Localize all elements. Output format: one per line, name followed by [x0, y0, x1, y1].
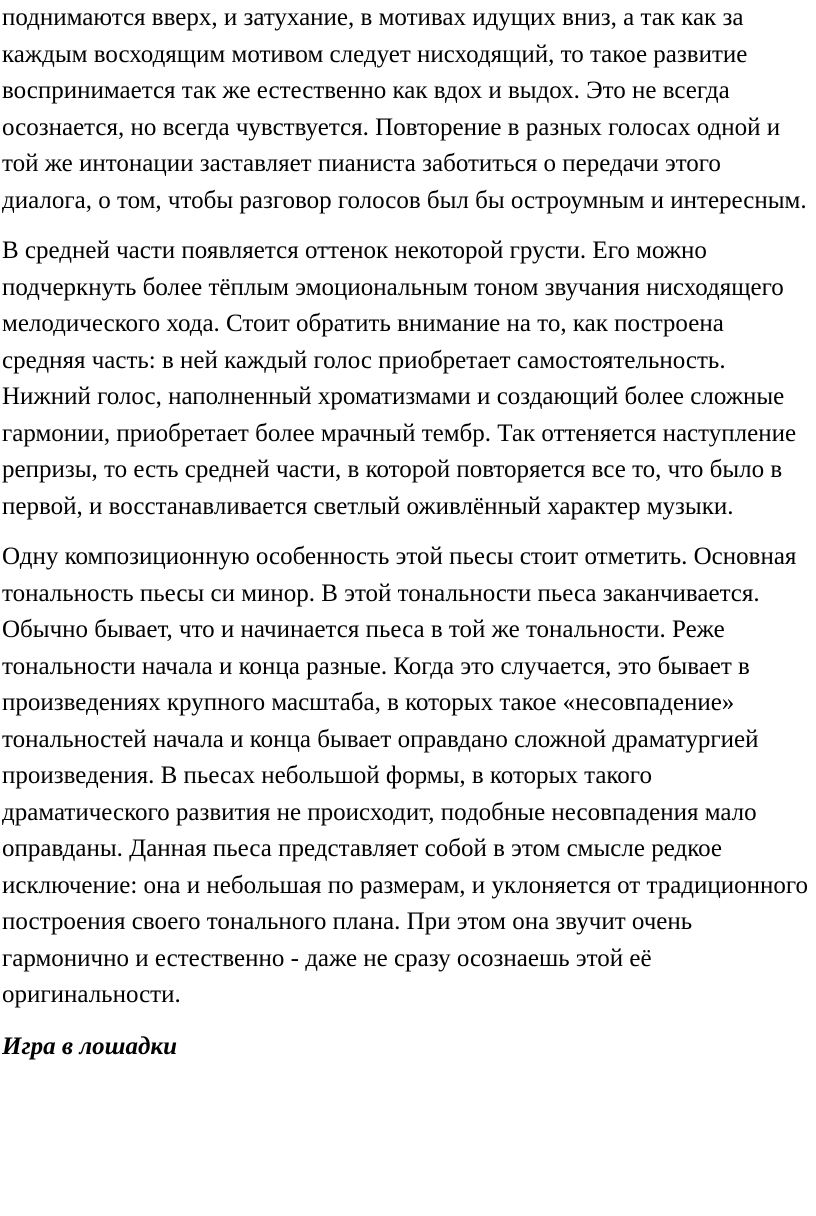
paragraph-middle-section: В средней части появляется оттенок некоторой грусти. Его можно подчеркнуть более тёплым эмоциональным тоном звучания нисходящего мелодического хода. Стоит обратить внимание на то, как построена средняя часть: в ней каждый голос приобретает самостоятельность. Нижний голос, наполненный хроматизмами и создающий более сложные гармонии, приобретает более мрачный тембр. Так оттеняется наступление репризы, то есть средней части, в которой повторяется все то, что было в первой, и восстанавливается светлый оживлённый характер музыки.: [2, 237, 797, 520]
paragraph-continuation: поднимаются вверх, и затухание, в мотивах идущих вниз, а так как за каждым восходящим мотивом следует нисходящий, то такое развитие воспринимается так же естественно как вдох и выдох. Это не всегда осознается, но всегда чувствуется. Повторение в разных голосах одной и той же интонации заставляет пианиста заботиться о передачи этого диалога, о том, чтобы разговор голосов был бы остроумным и интересным.: [2, 4, 807, 214]
paragraph-composition: Одну композиционную особенность этой пьесы стоит отметить. Основная тональность пьесы си минор. В этой тональности пьеса заканчивается. Обычно бывает, что и начинается пьеса в той же тональности. Реже тональности начала и конца разные. Когда это случается, это бывает в произведениях крупного масштаба, в которых такое «несовпадение» тональностей начала и конца бывает оправдано сложной драматургией произведения. В пьесах небольшой формы, в которых такого драматического развития не происходит, подобные несовпадения мало оправданы. Данная пьеса представляет собой в этом смысле редкое исключение: она и небольшая по размерам, и уклоняется от традиционного построения своего тонального плана. При этом она звучит очень гармонично и естественно - даже не сразу осознаешь этой её оригинальности.: [2, 543, 809, 1008]
section-heading: Игра в лошадки: [2, 1032, 177, 1060]
